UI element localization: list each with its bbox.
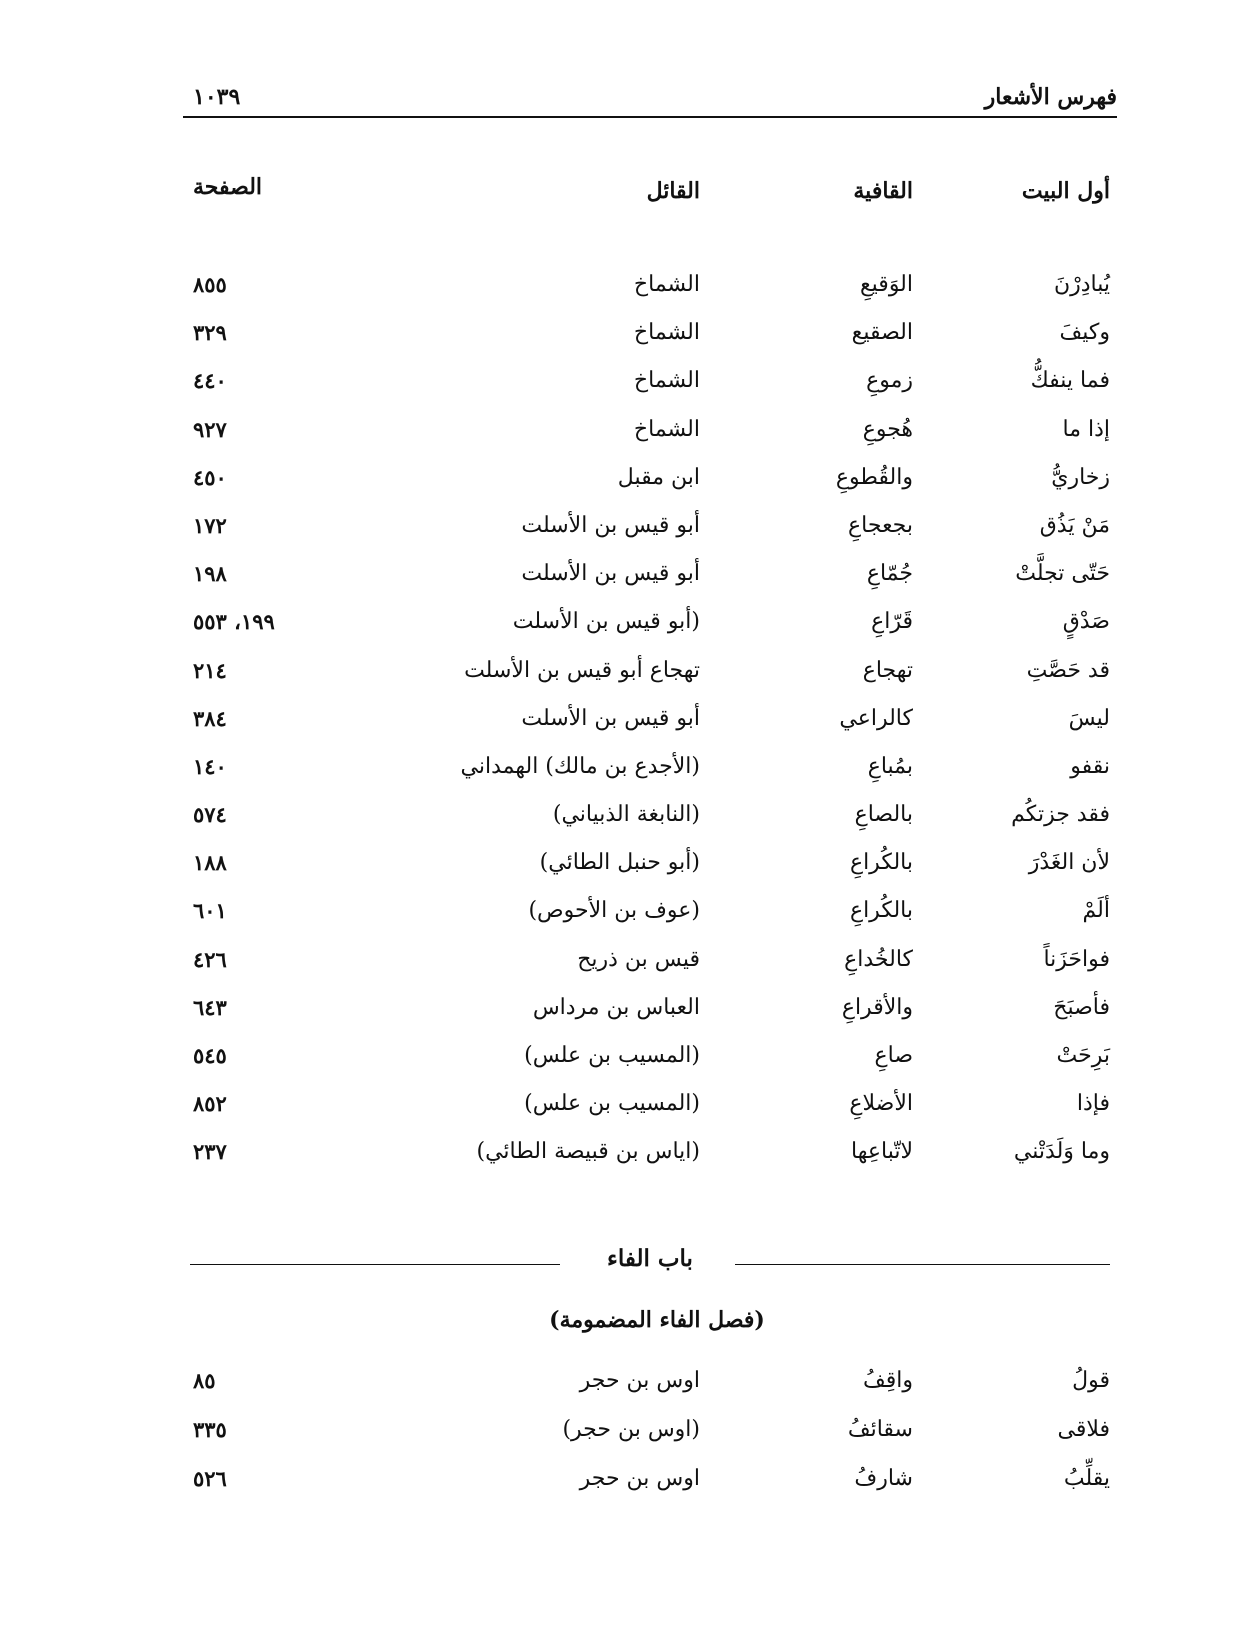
poet-cell: أبو قيس بن الأسلت bbox=[521, 561, 700, 587]
poet-cell: الشماخ bbox=[633, 368, 700, 394]
index-row bbox=[0, 1368, 1234, 1417]
rhyme-cell: كالراعي bbox=[839, 705, 913, 731]
rhyme-cell: الصقيع bbox=[851, 320, 913, 346]
page-ref-cell: ٤٢٦ bbox=[193, 946, 227, 972]
poet-cell: قيس بن ذريح bbox=[577, 946, 700, 972]
poet-cell: الشماخ bbox=[633, 416, 700, 442]
poet-cell: (أبو حنبل الطائي) bbox=[539, 850, 700, 876]
poet-cell: ابن مقبل bbox=[617, 464, 700, 490]
index-row bbox=[0, 272, 1234, 320]
page-ref-cell: ٥٢٦ bbox=[193, 1466, 227, 1491]
rhyme-cell: بالصاعِ bbox=[854, 802, 913, 828]
rhyme-cell: هُجوعِ bbox=[862, 416, 913, 442]
page-ref-cell: ٥٤٥ bbox=[193, 1043, 227, 1068]
column-header-rhyme: القافية bbox=[853, 178, 913, 204]
index-row bbox=[0, 658, 1234, 706]
first-line-cell: فلاقى bbox=[1057, 1417, 1110, 1442]
first-line-cell: إذا ما bbox=[1062, 416, 1110, 442]
poet-cell: (عوف بن الأحوص) bbox=[528, 898, 700, 924]
page-ref-cell: ١٩٨ bbox=[193, 561, 227, 587]
column-header-page: الصفحة bbox=[193, 174, 263, 200]
first-line-cell: وكيفَ bbox=[1059, 320, 1110, 346]
poet-cell: أبو قيس بن الأسلت bbox=[521, 512, 700, 538]
rhyme-cell: بالكُراعِ bbox=[849, 850, 913, 876]
index-row bbox=[0, 1417, 1234, 1466]
rhyme-cell: سقائفُ bbox=[847, 1417, 913, 1442]
poet-cell: الشماخ bbox=[633, 320, 700, 346]
section-heading bbox=[190, 1245, 1110, 1281]
index-entries bbox=[0, 272, 1234, 1188]
index-row bbox=[0, 850, 1234, 898]
index-row bbox=[0, 561, 1234, 609]
page-ref-cell: ٨٥ bbox=[193, 1368, 216, 1393]
poet-cell: الشماخ bbox=[633, 272, 700, 297]
poet-cell: (المسيب بن علس) bbox=[524, 1043, 700, 1068]
rhyme-cell: لاتّباعِها bbox=[851, 1139, 913, 1165]
first-line-cell: قد حَصَّتِ bbox=[1026, 657, 1110, 683]
index-row bbox=[0, 1043, 1234, 1091]
index-row bbox=[0, 609, 1234, 657]
page-ref-cell: ٨٥٢ bbox=[193, 1091, 227, 1117]
first-line-cell: فواحَزَناً bbox=[1043, 946, 1110, 972]
poet-cell: تهجاع أبو قيس بن الأسلت bbox=[464, 657, 700, 683]
first-line-cell: يقلِّبُ bbox=[1063, 1466, 1110, 1491]
page-ref-cell: ٢٣٧ bbox=[193, 1139, 227, 1165]
header-divider bbox=[183, 116, 1117, 118]
first-line-cell: ليسَ bbox=[1068, 705, 1110, 731]
poet-cell: (المسيب بن علس) bbox=[524, 1091, 700, 1117]
first-line-cell: قولُ bbox=[1072, 1368, 1110, 1393]
rhyme-cell: بجعجاعِ bbox=[848, 512, 913, 538]
column-header-poet: القائل bbox=[646, 178, 700, 204]
first-line-cell: فأصبَحَ bbox=[1053, 994, 1110, 1020]
index-row bbox=[0, 417, 1234, 465]
first-line-cell: زخاريُّ bbox=[1051, 464, 1110, 490]
rhyme-cell: تهجاع bbox=[862, 657, 913, 683]
index-row bbox=[0, 898, 1234, 946]
page-ref-cell: ١٤٠ bbox=[193, 753, 227, 779]
first-line-cell: صَدْقٍ bbox=[1062, 609, 1110, 635]
rhyme-cell: بمُباعِ bbox=[867, 753, 913, 779]
index-row bbox=[0, 1139, 1234, 1187]
first-line-cell: مَنْ يَذُق bbox=[1039, 512, 1110, 538]
page-ref-cell: ٤٥٠ bbox=[193, 464, 227, 490]
page-ref-cell: ٩٢٧ bbox=[193, 416, 227, 442]
first-line-cell: لأن الغَدْرَ bbox=[1028, 850, 1110, 876]
rhyme-cell: والأقراعِ bbox=[841, 994, 913, 1020]
first-line-cell: حَتّى تجلَّتْ bbox=[1015, 561, 1110, 587]
rhyme-cell: قَرّاعِ bbox=[871, 609, 913, 635]
first-line-cell: فما ينفكُّ bbox=[1030, 368, 1110, 394]
running-title: فهرس الأشعار bbox=[984, 84, 1117, 110]
rhyme-cell: الوَقيعِ bbox=[859, 272, 913, 297]
index-row bbox=[0, 465, 1234, 513]
index-row bbox=[0, 1466, 1234, 1515]
index-row bbox=[0, 368, 1234, 416]
rhyme-cell: جُمّاعِ bbox=[866, 561, 913, 587]
poet-cell: العباس بن مرداس bbox=[532, 994, 700, 1020]
page-ref-cell: ١٨٨ bbox=[193, 850, 227, 876]
page-ref-cell: ٦٤٣ bbox=[193, 994, 227, 1020]
poet-cell: (أبو قيس بن الأسلت bbox=[512, 609, 700, 635]
poet-cell: أبو قيس بن الأسلت bbox=[521, 705, 700, 731]
first-line-cell: فقد جزتكُم bbox=[1011, 802, 1110, 828]
page-header bbox=[183, 84, 1117, 118]
poet-cell: اوس بن حجر bbox=[579, 1368, 700, 1393]
index-row bbox=[0, 706, 1234, 754]
page-ref-cell: ٣٨٤ bbox=[193, 705, 227, 731]
first-line-cell: وما وَلَدَتْني bbox=[1013, 1139, 1110, 1165]
poet-cell: (النابغة الذبياني) bbox=[552, 802, 700, 828]
poet-cell: اوس بن حجر bbox=[579, 1466, 700, 1491]
page-ref-cell: ٢١٤ bbox=[193, 657, 227, 683]
page-ref-cell: ٦٠١ bbox=[193, 898, 227, 924]
page-ref-cell: ٥٧٤ bbox=[193, 802, 227, 828]
rhyme-cell: بالكُراعِ bbox=[849, 898, 913, 924]
column-headers bbox=[0, 174, 1234, 218]
rhyme-cell: زموعِ bbox=[866, 368, 913, 394]
section-entries bbox=[0, 1368, 1234, 1515]
page-ref-cell: ٨٥٥ bbox=[193, 272, 227, 297]
index-row bbox=[0, 995, 1234, 1043]
first-line-cell: فإذا bbox=[1076, 1091, 1110, 1117]
page-ref-cell: ١٧٢ bbox=[193, 512, 227, 538]
page-ref-cell: ٤٤٠ bbox=[193, 368, 227, 394]
subsection-title: (فصل الفاء المضمومة) bbox=[549, 1307, 765, 1333]
rhyme-cell: كالخُداعِ bbox=[844, 946, 913, 972]
first-line-cell: بَرِحَتْ bbox=[1056, 1043, 1110, 1068]
index-row bbox=[0, 802, 1234, 850]
rhyme-cell: واقِفُ bbox=[862, 1368, 913, 1393]
index-row bbox=[0, 513, 1234, 561]
poet-cell: (الأجدع بن مالك) الهمداني bbox=[460, 753, 700, 779]
rhyme-cell: الأضلاعِ bbox=[849, 1091, 913, 1117]
page-ref-cell: ٣٣٥ bbox=[193, 1417, 227, 1442]
index-row bbox=[0, 947, 1234, 995]
index-row bbox=[0, 1091, 1234, 1139]
rhyme-cell: والقُطوعِ bbox=[835, 464, 913, 490]
index-row bbox=[0, 754, 1234, 802]
index-row bbox=[0, 320, 1234, 368]
page-number: ١٠٣٩ bbox=[193, 84, 241, 110]
page-ref-cell: ١٩٩، ٥٥٣ bbox=[193, 609, 275, 635]
page-ref-cell: ٣٢٩ bbox=[193, 320, 227, 346]
first-line-cell: يُبادِرْنَ bbox=[1053, 272, 1110, 297]
rhyme-cell: صاعِ bbox=[874, 1043, 913, 1068]
first-line-cell: نقفو bbox=[1070, 753, 1110, 779]
first-line-cell: ألَمْ bbox=[1082, 898, 1110, 924]
section-title: باب الفاء bbox=[607, 1245, 693, 1272]
column-header-first-line: أول البيت bbox=[1021, 178, 1110, 204]
poet-cell: (اوس بن حجر) bbox=[562, 1417, 700, 1442]
poet-cell: (اياس بن قبيصة الطائي) bbox=[476, 1139, 700, 1165]
rhyme-cell: شارفُ bbox=[854, 1466, 913, 1491]
